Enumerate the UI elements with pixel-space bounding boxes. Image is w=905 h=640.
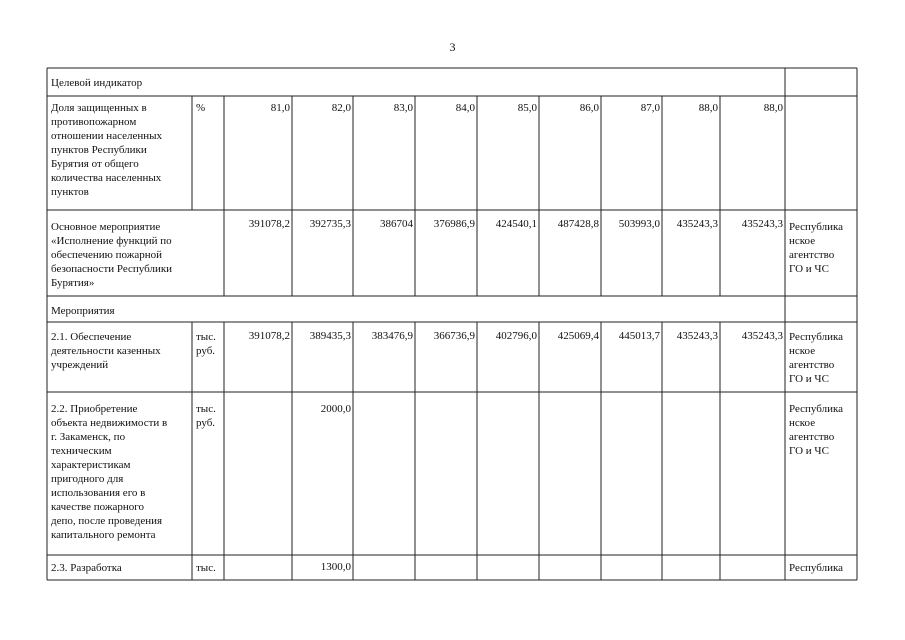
value-cell: 435243,3	[741, 330, 783, 342]
value-cell: 87,0	[640, 102, 660, 114]
value-cell: 487428,8	[557, 218, 599, 230]
indicator-label: Доля защищенных в противопожарном отношении населенных пунктов Республики Бурятия от общего количества населенных пунктов	[51, 102, 163, 198]
value-cell: 386704	[380, 218, 413, 230]
value-cell: 435243,3	[676, 218, 718, 230]
value-cell: 82,0	[331, 102, 351, 114]
value-cell: 86,0	[579, 102, 599, 114]
activity-unit: тыс. руб.	[196, 331, 216, 357]
value-cell: 83,0	[393, 102, 413, 114]
value-cell: 85,0	[517, 102, 537, 114]
activity-unit: тыс.	[196, 562, 216, 574]
value-cell: 425069,4	[557, 330, 599, 342]
value-cell: 84,0	[455, 102, 475, 114]
main-activity-responsible: Республика нское агентство ГО и ЧС	[789, 221, 844, 275]
activity-label: 2.2. Приобретение объекта недвижимости в г. Закаменск, по техническим характеристикам пригодного для использования его в качестве пожарного депо, после проведения капитального ремонта	[51, 403, 168, 541]
value-cell: 81,0	[270, 102, 290, 114]
activity-responsible: Республика нское агентство ГО и ЧС	[789, 403, 844, 457]
value-cell: 366736,9	[433, 330, 475, 342]
value-cell: 424540,1	[495, 218, 537, 230]
value-cell: 391078,2	[248, 218, 290, 230]
activities-heading: Мероприятия	[51, 305, 115, 317]
value-cell: 376986,9	[433, 218, 475, 230]
value-cell: 383476,9	[371, 330, 413, 342]
activity-label: 2.3. Разработка	[51, 562, 122, 574]
main-activity-label: Основное мероприятие «Исполнение функций по обеспечению пожарной безопасности Республики Бурятия»	[51, 221, 173, 289]
value-cell: 88,0	[698, 102, 718, 114]
activity-responsible: Республика нское агентство ГО и ЧС	[789, 331, 844, 385]
value-cell: 435243,3	[741, 218, 783, 230]
value-cell: 445013,7	[618, 330, 660, 342]
indicator-heading: Целевой индикатор	[51, 77, 143, 89]
value-cell: 392735,3	[309, 218, 351, 230]
activity-unit: тыс. руб.	[196, 403, 216, 429]
indicator-unit: %	[196, 102, 206, 114]
activity-responsible: Республика	[789, 562, 844, 574]
value-cell: 88,0	[763, 102, 783, 114]
value-cell: 389435,3	[309, 330, 351, 342]
activity-label: 2.1. Обеспечение деятельности казенных учреждений	[51, 331, 161, 371]
page-number: 3	[449, 40, 456, 54]
value-cell: 1300,0	[320, 561, 351, 573]
value-cell: 435243,3	[676, 330, 718, 342]
value-cell: 402796,0	[495, 330, 537, 342]
value-cell: 503993,0	[618, 218, 660, 230]
value-cell: 391078,2	[248, 330, 290, 342]
value-cell: 2000,0	[320, 403, 351, 415]
